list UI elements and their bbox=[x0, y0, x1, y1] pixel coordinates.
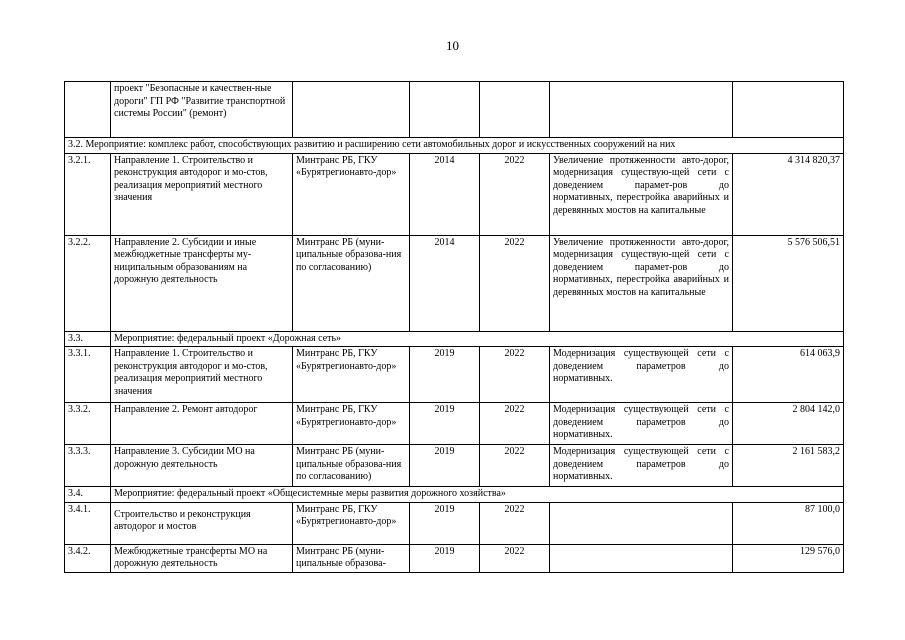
cell-num: 3.4.2. bbox=[65, 544, 111, 572]
table-row-continuation bbox=[65, 82, 844, 138]
cell-end: 2022 bbox=[480, 502, 550, 544]
section-num: 3.4. bbox=[65, 487, 111, 503]
cell-amount: 87 100,0 bbox=[733, 502, 844, 544]
cell-start: 2019 bbox=[410, 544, 480, 572]
cell-start: 2019 bbox=[410, 403, 480, 445]
cell-exec: Минтранс РБ, ГКУ «Бурятрегионавто-дор» bbox=[293, 502, 410, 544]
table-row bbox=[65, 502, 844, 544]
cell-amount: 2 804 142,0 bbox=[733, 403, 844, 445]
cell-result: Модернизация существующей сети с доведением параметров до нормативных. bbox=[550, 445, 733, 487]
table-row bbox=[65, 403, 844, 445]
table-row bbox=[65, 445, 844, 487]
cell-num bbox=[65, 82, 111, 138]
table-row bbox=[65, 235, 844, 331]
cell-num: 3.3.3. bbox=[65, 445, 111, 487]
cell-result: Увеличение протяженности авто-дорог, модернизация существую-щей сети с доведением парамет-ров до нормативных, перестройка аварийных и деревянных мостов на капитальные bbox=[550, 153, 733, 235]
section-title: 3.2. Мероприятие: комплекс работ, способствующих развитию и расширению сети автомобильных дорог и искусственных сооружений на них bbox=[65, 138, 844, 154]
cell-start: 2019 bbox=[410, 502, 480, 544]
cell-exec: Минтранс РБ (муни-ципальные образова- bbox=[293, 544, 410, 572]
cell-name: Строительство и реконструкция автодорог и мостов bbox=[111, 502, 293, 544]
cell-result: Модернизация существующей сети с доведением параметров до нормативных. bbox=[550, 347, 733, 403]
program-table bbox=[64, 81, 844, 573]
section-header-3-4 bbox=[65, 487, 844, 503]
cell-result bbox=[550, 82, 733, 138]
cell-end: 2022 bbox=[480, 544, 550, 572]
cell-result bbox=[550, 502, 733, 544]
section-header-3-2 bbox=[65, 138, 844, 154]
cell-end: 2022 bbox=[480, 235, 550, 331]
cell-amount: 2 161 583,2 bbox=[733, 445, 844, 487]
cell-start bbox=[410, 82, 480, 138]
cell-amount: 4 314 820,37 bbox=[733, 153, 844, 235]
cell-start: 2014 bbox=[410, 235, 480, 331]
section-title: Мероприятие: федеральный проект «Дорожная сеть» bbox=[111, 331, 844, 347]
cell-amount: 129 576,0 bbox=[733, 544, 844, 572]
cell-exec: Минтранс РБ, ГКУ «Бурятрегионавто-дор» bbox=[293, 153, 410, 235]
cell-exec: Минтранс РБ, ГКУ «Бурятрегионавто-дор» bbox=[293, 403, 410, 445]
cell-start: 2019 bbox=[410, 445, 480, 487]
cell-end: 2022 bbox=[480, 403, 550, 445]
cell-result: Увеличение протяженности авто-дорог, модернизация существую-щей сети с доведением парамет-ров до нормативных, перестройка аварийных и деревянных мостов на капитальные bbox=[550, 235, 733, 331]
cell-name: Направление 2. Ремонт автодорог bbox=[111, 403, 293, 445]
section-num: 3.3. bbox=[65, 331, 111, 347]
cell-end: 2022 bbox=[480, 347, 550, 403]
cell-result: Модернизация существующей сети с доведением параметров до нормативных. bbox=[550, 403, 733, 445]
cell-num: 3.3.2. bbox=[65, 403, 111, 445]
table-row bbox=[65, 347, 844, 403]
cell-exec bbox=[293, 82, 410, 138]
cell-num: 3.2.2. bbox=[65, 235, 111, 331]
cell-name: Направление 1. Строительство и реконструкция автодорог и мо-стов, реализация мероприятий местного значения bbox=[111, 347, 293, 403]
cell-exec: Минтранс РБ, ГКУ «Бурятрегионавто-дор» bbox=[293, 347, 410, 403]
cell-num: 3.2.1. bbox=[65, 153, 111, 235]
cell-amount: 5 576 506,51 bbox=[733, 235, 844, 331]
cell-end bbox=[480, 82, 550, 138]
cell-amount: 614 063,9 bbox=[733, 347, 844, 403]
page-number: 10 bbox=[446, 38, 459, 53]
cell-end: 2022 bbox=[480, 153, 550, 235]
cell-start: 2014 bbox=[410, 153, 480, 235]
cell-name: Межбюджетные трансферты МО на дорожную деятельность bbox=[111, 544, 293, 572]
cell-exec: Минтранс РБ (муни-ципальные образова-ния по согласованию) bbox=[293, 445, 410, 487]
cell-exec: Минтранс РБ (муни-ципальные образова-ния по согласованию) bbox=[293, 235, 410, 331]
cell-amount bbox=[733, 82, 844, 138]
cell-result bbox=[550, 544, 733, 572]
table-row bbox=[65, 153, 844, 235]
cell-num: 3.3.1. bbox=[65, 347, 111, 403]
cell-name: Направление 2. Субсидии и иные межбюджетные трансферты му-ниципальным образованиям на дорожную деятельность bbox=[111, 235, 293, 331]
cell-num: 3.4.1. bbox=[65, 502, 111, 544]
cell-name: Направление 3. Субсидии МО на дорожную деятельность bbox=[111, 445, 293, 487]
cell-end: 2022 bbox=[480, 445, 550, 487]
section-title: Мероприятие: федеральный проект «Общесистемные меры развития дорожного хозяйства» bbox=[111, 487, 844, 503]
section-header-3-3 bbox=[65, 331, 844, 347]
cell-name: проект "Безопасные и качествен-ные дороги" ГП РФ "Развитие транспортной системы России" (ремонт) bbox=[111, 82, 293, 138]
cell-name: Направление 1. Строительство и реконструкция автодорог и мо-стов, реализация мероприятий местного значения bbox=[111, 153, 293, 235]
table-row bbox=[65, 544, 844, 572]
cell-start: 2019 bbox=[410, 347, 480, 403]
